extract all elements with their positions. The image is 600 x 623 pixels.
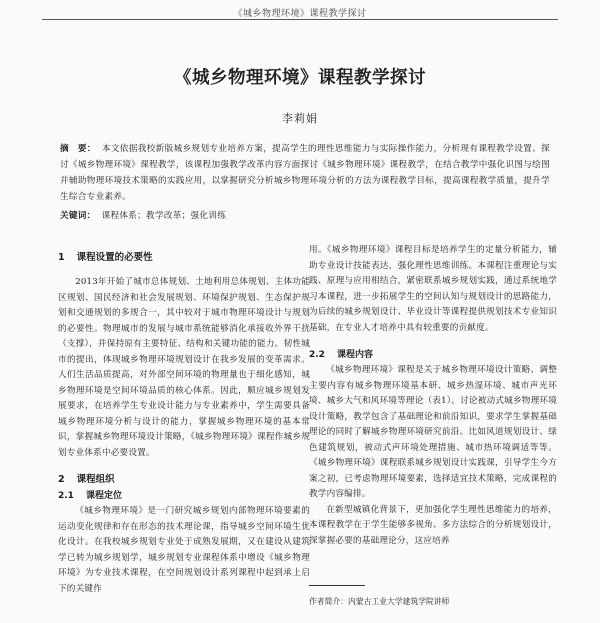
- section-title: 课程组织: [76, 474, 115, 485]
- subsection-2-2-heading: [309, 347, 557, 363]
- section-1-heading: [58, 250, 310, 266]
- footnote: 作者简介：内蒙古工业大学建筑学院讲师: [309, 597, 450, 606]
- subsection-number: 2.1: [58, 491, 74, 501]
- keywords-label: 关键词：: [60, 211, 96, 221]
- paragraph: 《城乡物理环境》是一门研究城乡规划内部物理环境要素的运动变化规律和存在形态的技术理论课，指导城乡空间环境生优化设计。在我校城乡规划专业处于成熟发展期，又在建设从建筑学已转为城乡规划学，城乡规划专业课程体系中增设《城乡物理环境》为专业技术课程，在空间规划设计系列课程中起到承上启下的关键作: [58, 506, 310, 594]
- section-number: 2: [58, 474, 65, 485]
- abstract: [60, 141, 550, 205]
- paragraph: 用。《城乡物理环境》课程目标是培养学生的定量分析能力，辅助专业设计技能表达，强化理性思维训练。本课程注重理论与实践、原理与应用相结合，紧密联系城乡规划实践，通过系统地学习本课程，进一步拓展学生的空间认知与规划设计的思路能力，为后续的城乡规划设计、毕业设计等课程提供规划技术专业知识基础，在专业人才培养中具有较重要的贡献度。: [309, 245, 557, 333]
- keywords-text: 课程体系；教学改革；强化训练: [101, 211, 227, 221]
- subsection-title: 课程定位: [85, 491, 122, 501]
- section-number: 1: [58, 252, 65, 263]
- author-name: 李莉娟: [282, 112, 318, 125]
- paragraph: 《城乡物理环境》课程是关于城乡物理环境设计策略、调整主要内容有城乡物理环境基本研、城乡热湿环境、城市声光环境、城乡大气和风环境等理论（表1）。讨论被动式城乡物理环境设计策略，教学包含了基础理论和前沿知识，要求学生掌握基础理论的同时了解城乡物理环境研究前沿。比如风道规划设计、绿色建筑规划，被动式声环境处理措施、城市热环境调适等等。《城乡物理环境》课程联系城乡规划设计实践课，引导学生今方案之初，已考虑物理环境要素，选择适宜技术策略，完成课程的教学内容编排。: [309, 365, 557, 499]
- keywords: [60, 209, 550, 223]
- header-rule: [42, 19, 558, 20]
- left-column: [58, 250, 310, 597]
- abstract-text: 本文依据我校新版城乡规划专业培养方案，提高学生的理性思维能力与实际操作能力，分析现有课程教学设置、探讨《城乡物理环境》课程教学，该课程加强教学改革内容方面探讨《城乡物理环境》课程教学，在结合教学中强化识图与绘图并辅助物理环境技术策略的实践应用，以掌握研究分析城乡物理环境分析的方法为课程教学目标，提高课程教学质量，提升学生综合专业素养。: [60, 144, 550, 202]
- running-head: 《城乡物理环境》课程教学探讨: [233, 9, 367, 19]
- subsection-title: 课程内容: [336, 350, 373, 360]
- subsection-2-1-heading: [58, 488, 310, 504]
- right-column: [309, 243, 557, 549]
- paragraph: 在新型城镇化背景下，更加强化学生理性思维能力的培养，本课程教学在于学生能够多视角、多方法综合的分析规划设计，探掌握必要的基础理论分，这应培养: [309, 504, 557, 546]
- paper-title: 《城乡物理环境》课程教学探讨: [174, 68, 426, 88]
- abstract-label: 摘 要：: [60, 144, 96, 154]
- footnote-rule: [309, 585, 365, 586]
- paragraph: 2013年开始了城市总体规划、土地利用总体规划、主体功能区规划、国民经济和社会发展规划、环境保护规划、生态保护规划和交通规划的多规合一，其中较对于城市物理环境设计与规划的必要性。物理城市的发展与城市系统能够消化承接收外界干扰（支撑），并保持原有主要特征、结构和关键功能的能力。韧性城市的提出，体现城乡物理环境规划设计在我乡发展的变革需求。人们生活品质提高，对外部空间环境的物理量也于细化感知，城乡物理环境是空间环境品质的核心体系。因此，顺应城乡规划发展要求，在培养学生专业设计能力与专业素养中，学生需要具备城乡物理环境分析与设计的能力，掌握城乡物理环境的基本常识，掌握城乡物理环境设计策略，《城乡物理环境》课程作城乡规划专业体系中必要设置。: [58, 277, 310, 458]
- subsection-number: 2.2: [309, 350, 325, 360]
- section-title: 课程设置的必要性: [76, 252, 153, 263]
- section-2-heading: [58, 472, 310, 488]
